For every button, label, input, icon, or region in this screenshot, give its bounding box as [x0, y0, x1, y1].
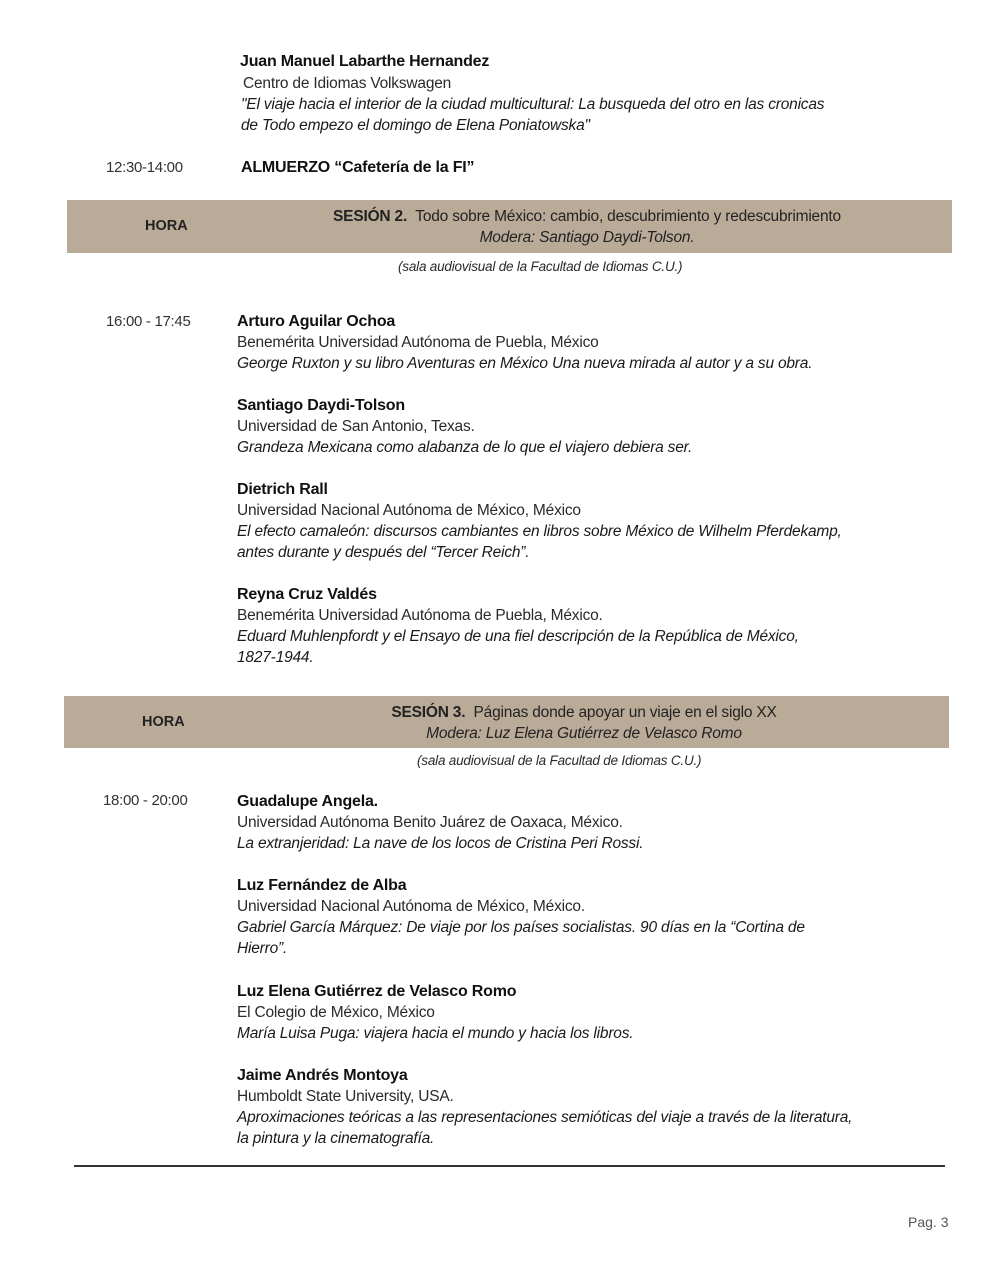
session-2-time: 16:00 - 17:45: [106, 313, 191, 330]
speaker-entry: [237, 479, 842, 563]
session-label: SESIÓN 2.: [333, 208, 408, 225]
speaker-entry: [237, 791, 643, 854]
speaker-institution: Universidad de San Antonio, Texas.: [237, 418, 475, 435]
speaker-institution: Humboldt State University, USA.: [237, 1088, 454, 1105]
session-2-title: [267, 206, 907, 248]
speaker-entry: [237, 584, 799, 668]
speaker-name: Reyna Cruz Valdés: [237, 586, 377, 603]
session-topic: Todo sobre México: cambio, descubrimiento y redescubrimiento: [415, 208, 841, 225]
session-2-venue: (sala audiovisual de la Facultad de Idiomas C.U.): [398, 259, 683, 274]
speaker-institution: El Colegio de México, México: [237, 1004, 435, 1021]
talk-title-cont: de Todo empezo el domingo de Elena Poniatowska": [241, 117, 590, 134]
talk-title-cont: antes durante y después del “Tercer Reich”.: [237, 544, 530, 561]
session-label: SESIÓN 3.: [391, 704, 466, 721]
speaker-name: Luz Fernández de Alba: [237, 877, 407, 894]
speaker-entry: [237, 981, 633, 1044]
speaker-institution: Universidad Autónoma Benito Juárez de Oaxaca, México.: [237, 814, 623, 831]
hora-label: HORA: [145, 218, 188, 234]
speaker-entry: [237, 311, 812, 374]
speaker-entry: [237, 395, 692, 458]
talk-title-cont: Hierro”.: [237, 940, 288, 957]
talk-title: George Ruxton y su libro Aventuras en México Una nueva mirada al autor y a su obra.: [237, 355, 813, 372]
session-moderator: Modera: Santiago Daydi-Tolson.: [479, 229, 695, 246]
speaker-institution: Centro de Idiomas Volkswagen: [243, 75, 452, 92]
session-2-header: [67, 200, 952, 253]
speaker-name: Arturo Aguilar Ochoa: [237, 313, 396, 330]
talk-title: Gabriel García Márquez: De viaje por los países socialistas. 90 días en la “Cortina de: [237, 919, 805, 936]
footer-divider: [74, 1165, 945, 1167]
speaker-entry: [237, 875, 805, 959]
talk-title: Grandeza Mexicana como alabanza de lo que el viajero debiera ser.: [237, 439, 693, 456]
session-3-venue: (sala audiovisual de la Facultad de Idiomas C.U.): [417, 753, 702, 768]
session-3-time: 18:00 - 20:00: [103, 792, 188, 809]
speaker-institution: Universidad Nacional Autónoma de México, México.: [237, 898, 585, 915]
lunch-time: 12:30-14:00: [106, 159, 183, 176]
speaker-institution: Universidad Nacional Autónoma de México, México: [237, 502, 581, 519]
speaker-name: Juan Manuel Labarthe Hernandez: [240, 53, 490, 70]
session-3-header: [64, 696, 949, 748]
speaker-name: Santiago Daydi-Tolson: [237, 397, 405, 414]
talk-title: El efecto camaleón: discursos cambiantes en libros sobre México de Wilhelm Pferdekamp,: [237, 523, 842, 540]
talk-title-cont: 1827-1944.: [237, 649, 314, 666]
lunch-label: ALMUERZO “Cafetería de la FI”: [241, 159, 475, 176]
speaker-name: Luz Elena Gutiérrez de Velasco Romo: [237, 983, 517, 1000]
talk-title: La extranjeridad: La nave de los locos de Cristina Peri Rossi.: [237, 835, 644, 852]
talk-title: María Luisa Puga: viajera hacia el mundo y hacia los libros.: [237, 1025, 634, 1042]
page-number: Pag. 3: [908, 1214, 949, 1230]
hora-label: HORA: [142, 714, 185, 730]
talk-title-cont: la pintura y la cinematografía.: [237, 1130, 435, 1147]
session-moderator: Modera: Luz Elena Gutiérrez de Velasco Romo: [426, 725, 742, 742]
speaker-entry: [237, 1065, 852, 1149]
session-3-title: [264, 702, 904, 744]
speaker-institution: Benemérita Universidad Autónoma de Puebla, México: [237, 334, 599, 351]
speaker-institution: Benemérita Universidad Autónoma de Puebla, México.: [237, 607, 603, 624]
session-topic: Páginas donde apoyar un viaje en el siglo XX: [473, 704, 777, 721]
speaker-name: Dietrich Rall: [237, 481, 328, 498]
talk-title: Eduard Muhlenpfordt y el Ensayo de una fiel descripción de la República de México,: [237, 628, 799, 645]
talk-title: Aproximaciones teóricas a las representaciones semióticas del viaje a través de la literatura,: [237, 1109, 853, 1126]
talk-title: "El viaje hacia el interior de la ciudad multicultural: La busqueda del otro en las cronicas: [241, 96, 825, 113]
speaker-name: Guadalupe Angela.: [237, 793, 378, 810]
speaker-name: Jaime Andrés Montoya: [237, 1067, 408, 1084]
